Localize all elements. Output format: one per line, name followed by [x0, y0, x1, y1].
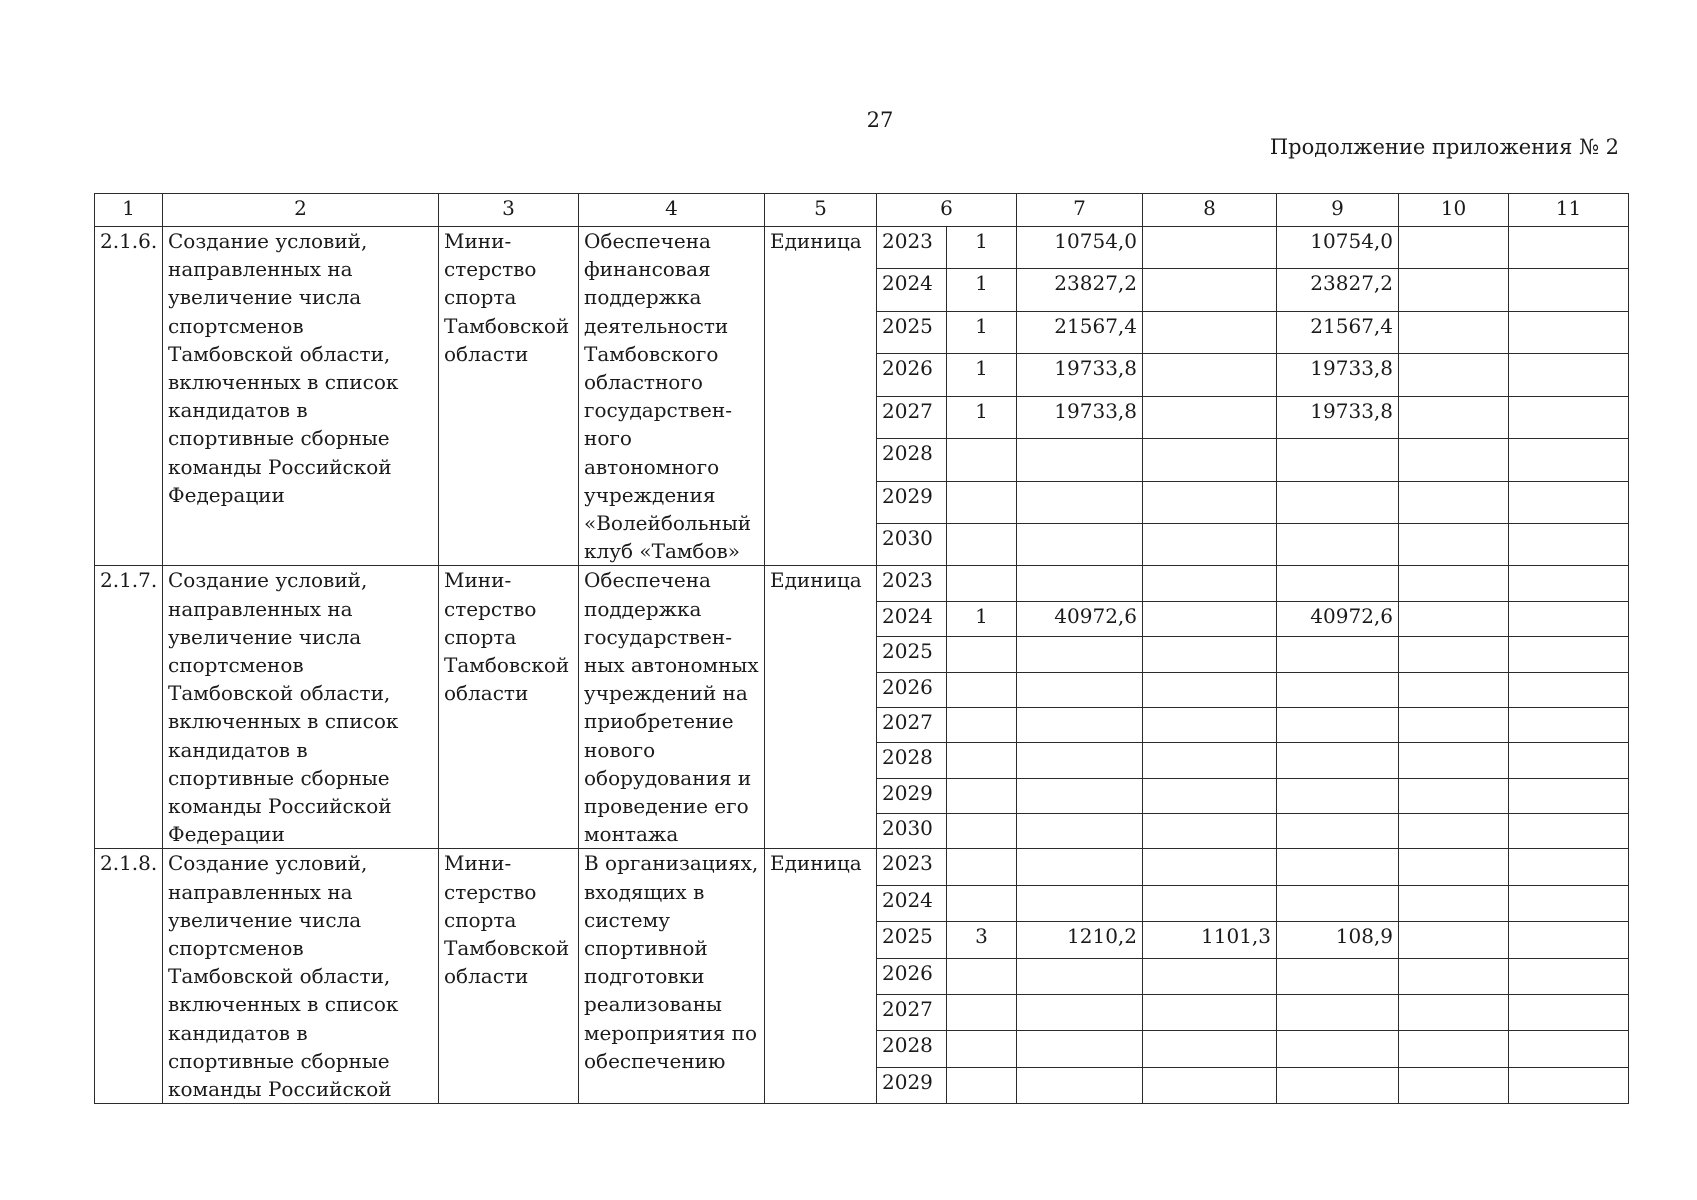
column-10-cell [1399, 637, 1509, 672]
column-header: 4 [579, 194, 765, 227]
total-cell [1017, 849, 1143, 885]
column-10-cell [1399, 814, 1509, 849]
column-11-cell [1509, 354, 1629, 396]
total-cell: 10754,0 [1017, 227, 1143, 269]
quantity-cell [947, 1031, 1017, 1067]
table-row [95, 227, 1629, 269]
item-name: Создание условий, направленных на увеличение числа спортсменов Тамбовской области, включенных в список кандидатов в спортивные сборные команды Российской Федерации [163, 227, 439, 566]
quantity-cell [947, 481, 1017, 523]
year-cell: 2029 [877, 778, 947, 813]
column-header: 1 [95, 194, 163, 227]
total-cell: 1210,2 [1017, 922, 1143, 958]
regional-budget-cell: 19733,8 [1277, 354, 1399, 396]
column-10-cell [1399, 995, 1509, 1031]
federal-budget-cell [1143, 601, 1277, 636]
column-header: 2 [163, 194, 439, 227]
total-cell [1017, 672, 1143, 707]
column-11-cell [1509, 439, 1629, 481]
column-10-cell [1399, 227, 1509, 269]
regional-budget-cell [1277, 637, 1399, 672]
quantity-cell [947, 778, 1017, 813]
column-11-cell [1509, 566, 1629, 601]
total-cell [1017, 743, 1143, 778]
regional-budget-cell [1277, 439, 1399, 481]
regional-budget-cell [1277, 707, 1399, 742]
federal-budget-cell [1143, 672, 1277, 707]
federal-budget-cell [1143, 227, 1277, 269]
federal-budget-cell [1143, 995, 1277, 1031]
column-11-cell [1509, 1031, 1629, 1067]
regional-budget-cell [1277, 481, 1399, 523]
column-10-cell [1399, 269, 1509, 311]
column-10-cell [1399, 1031, 1509, 1067]
year-cell: 2023 [877, 227, 947, 269]
year-cell: 2025 [877, 637, 947, 672]
total-cell: 21567,4 [1017, 311, 1143, 353]
column-11-cell [1509, 778, 1629, 813]
total-cell: 19733,8 [1017, 396, 1143, 438]
regional-budget-cell: 108,9 [1277, 922, 1399, 958]
column-10-cell [1399, 1067, 1509, 1103]
page-number: 27 [866, 108, 894, 132]
year-cell: 2024 [877, 269, 947, 311]
column-10-cell [1399, 311, 1509, 353]
federal-budget-cell: 1101,3 [1143, 922, 1277, 958]
column-10-cell [1399, 566, 1509, 601]
column-11-cell [1509, 707, 1629, 742]
federal-budget-cell [1143, 849, 1277, 885]
year-cell: 2023 [877, 566, 947, 601]
column-header: 5 [765, 194, 877, 227]
column-header: 7 [1017, 194, 1143, 227]
federal-budget-cell [1143, 523, 1277, 565]
item-result: Обеспечена поддержка государствен-ных автономных учреждений на приобретение нового оборудования и проведение его монтажа [579, 566, 765, 849]
year-cell: 2028 [877, 439, 947, 481]
year-cell: 2028 [877, 743, 947, 778]
column-header: 9 [1277, 194, 1399, 227]
column-10-cell [1399, 743, 1509, 778]
regional-budget-cell [1277, 958, 1399, 994]
column-10-cell [1399, 523, 1509, 565]
column-11-cell [1509, 637, 1629, 672]
column-header: 6 [877, 194, 1017, 227]
column-11-cell [1509, 227, 1629, 269]
year-cell: 2024 [877, 885, 947, 921]
column-10-cell [1399, 439, 1509, 481]
total-cell: 23827,2 [1017, 269, 1143, 311]
item-unit: Единица [765, 227, 877, 566]
regional-budget-cell [1277, 523, 1399, 565]
total-cell [1017, 995, 1143, 1031]
federal-budget-cell [1143, 637, 1277, 672]
total-cell [1017, 958, 1143, 994]
quantity-cell: 1 [947, 396, 1017, 438]
item-code: 2.1.7. [95, 566, 163, 849]
quantity-cell [947, 995, 1017, 1031]
year-cell: 2025 [877, 922, 947, 958]
item-executor: Мини-стерство спорта Тамбовской области [439, 849, 579, 1104]
federal-budget-cell [1143, 1031, 1277, 1067]
year-cell: 2026 [877, 354, 947, 396]
quantity-cell: 3 [947, 922, 1017, 958]
column-11-cell [1509, 601, 1629, 636]
year-cell: 2024 [877, 601, 947, 636]
quantity-cell [947, 814, 1017, 849]
regional-budget-cell: 21567,4 [1277, 311, 1399, 353]
year-cell: 2030 [877, 523, 947, 565]
regional-budget-cell: 19733,8 [1277, 396, 1399, 438]
total-cell: 19733,8 [1017, 354, 1143, 396]
total-cell [1017, 637, 1143, 672]
column-11-cell [1509, 922, 1629, 958]
total-cell [1017, 707, 1143, 742]
item-name: Создание условий, направленных на увеличение числа спортсменов Тамбовской области, включенных в список кандидатов в спортивные сборные команды Российской Федерации [163, 566, 439, 849]
regional-budget-cell: 23827,2 [1277, 269, 1399, 311]
item-unit: Единица [765, 849, 877, 1104]
quantity-cell [947, 707, 1017, 742]
column-header: 8 [1143, 194, 1277, 227]
column-header: 3 [439, 194, 579, 227]
regional-budget-cell [1277, 995, 1399, 1031]
column-11-cell [1509, 311, 1629, 353]
column-10-cell [1399, 885, 1509, 921]
column-header: 10 [1399, 194, 1509, 227]
appendix-table [94, 193, 1629, 1104]
item-name: Создание условий, направленных на увеличение числа спортсменов Тамбовской области, включенных в список кандидатов в спортивные сборные команды Российской [163, 849, 439, 1104]
quantity-cell [947, 672, 1017, 707]
item-executor: Мини-стерство спорта Тамбовской области [439, 227, 579, 566]
federal-budget-cell [1143, 814, 1277, 849]
regional-budget-cell: 40972,6 [1277, 601, 1399, 636]
regional-budget-cell: 10754,0 [1277, 227, 1399, 269]
regional-budget-cell [1277, 849, 1399, 885]
total-cell [1017, 814, 1143, 849]
total-cell [1017, 1031, 1143, 1067]
regional-budget-cell [1277, 814, 1399, 849]
quantity-cell [947, 1067, 1017, 1103]
federal-budget-cell [1143, 566, 1277, 601]
federal-budget-cell [1143, 311, 1277, 353]
item-code: 2.1.8. [95, 849, 163, 1104]
total-cell [1017, 439, 1143, 481]
item-result: В организациях, входящих в систему спортивной подготовки реализованы мероприятия по обеспечению [579, 849, 765, 1104]
quantity-cell: 1 [947, 269, 1017, 311]
column-11-cell [1509, 814, 1629, 849]
item-executor: Мини-стерство спорта Тамбовской области [439, 566, 579, 849]
year-cell: 2027 [877, 995, 947, 1031]
regional-budget-cell [1277, 1031, 1399, 1067]
item-result: Обеспечена финансовая поддержка деятельности Тамбовского областного государствен-ного автономного учреждения «Волейбольный клуб «Тамбов» [579, 227, 765, 566]
appendix-table-body [95, 194, 1629, 1104]
regional-budget-cell [1277, 743, 1399, 778]
appendix-continuation-label: Продолжение приложения № 2 [1269, 135, 1619, 159]
regional-budget-cell [1277, 1067, 1399, 1103]
quantity-cell [947, 885, 1017, 921]
federal-budget-cell [1143, 439, 1277, 481]
column-10-cell [1399, 922, 1509, 958]
total-cell: 40972,6 [1017, 601, 1143, 636]
regional-budget-cell [1277, 885, 1399, 921]
quantity-cell [947, 743, 1017, 778]
column-11-cell [1509, 1067, 1629, 1103]
total-cell [1017, 885, 1143, 921]
federal-budget-cell [1143, 481, 1277, 523]
total-cell [1017, 1067, 1143, 1103]
item-unit: Единица [765, 566, 877, 849]
federal-budget-cell [1143, 396, 1277, 438]
item-code: 2.1.6. [95, 227, 163, 566]
total-cell [1017, 778, 1143, 813]
year-cell: 2030 [877, 814, 947, 849]
total-cell [1017, 523, 1143, 565]
federal-budget-cell [1143, 1067, 1277, 1103]
regional-budget-cell [1277, 672, 1399, 707]
column-10-cell [1399, 354, 1509, 396]
column-10-cell [1399, 601, 1509, 636]
column-10-cell [1399, 707, 1509, 742]
column-11-cell [1509, 672, 1629, 707]
column-11-cell [1509, 958, 1629, 994]
year-cell: 2027 [877, 707, 947, 742]
federal-budget-cell [1143, 743, 1277, 778]
quantity-cell [947, 849, 1017, 885]
year-cell: 2029 [877, 1067, 947, 1103]
federal-budget-cell [1143, 354, 1277, 396]
table-row [95, 566, 1629, 601]
year-cell: 2027 [877, 396, 947, 438]
column-11-cell [1509, 396, 1629, 438]
quantity-cell: 1 [947, 311, 1017, 353]
year-cell: 2023 [877, 849, 947, 885]
quantity-cell [947, 637, 1017, 672]
year-cell: 2028 [877, 1031, 947, 1067]
column-11-cell [1509, 269, 1629, 311]
column-11-cell [1509, 885, 1629, 921]
column-10-cell [1399, 672, 1509, 707]
column-10-cell [1399, 849, 1509, 885]
quantity-cell: 1 [947, 227, 1017, 269]
column-10-cell [1399, 958, 1509, 994]
column-11-cell [1509, 523, 1629, 565]
column-header: 11 [1509, 194, 1629, 227]
year-cell: 2029 [877, 481, 947, 523]
column-10-cell [1399, 778, 1509, 813]
total-cell [1017, 566, 1143, 601]
quantity-cell [947, 523, 1017, 565]
federal-budget-cell [1143, 269, 1277, 311]
federal-budget-cell [1143, 885, 1277, 921]
total-cell [1017, 481, 1143, 523]
federal-budget-cell [1143, 707, 1277, 742]
quantity-cell: 1 [947, 601, 1017, 636]
quantity-cell [947, 566, 1017, 601]
column-11-cell [1509, 995, 1629, 1031]
quantity-cell: 1 [947, 354, 1017, 396]
column-10-cell [1399, 396, 1509, 438]
quantity-cell [947, 439, 1017, 481]
table-row [95, 849, 1629, 885]
column-11-cell [1509, 849, 1629, 885]
year-cell: 2025 [877, 311, 947, 353]
column-11-cell [1509, 743, 1629, 778]
column-11-cell [1509, 481, 1629, 523]
quantity-cell [947, 958, 1017, 994]
federal-budget-cell [1143, 778, 1277, 813]
year-cell: 2026 [877, 672, 947, 707]
regional-budget-cell [1277, 566, 1399, 601]
column-10-cell [1399, 481, 1509, 523]
year-cell: 2026 [877, 958, 947, 994]
federal-budget-cell [1143, 958, 1277, 994]
regional-budget-cell [1277, 778, 1399, 813]
column-header-row [95, 194, 1629, 227]
